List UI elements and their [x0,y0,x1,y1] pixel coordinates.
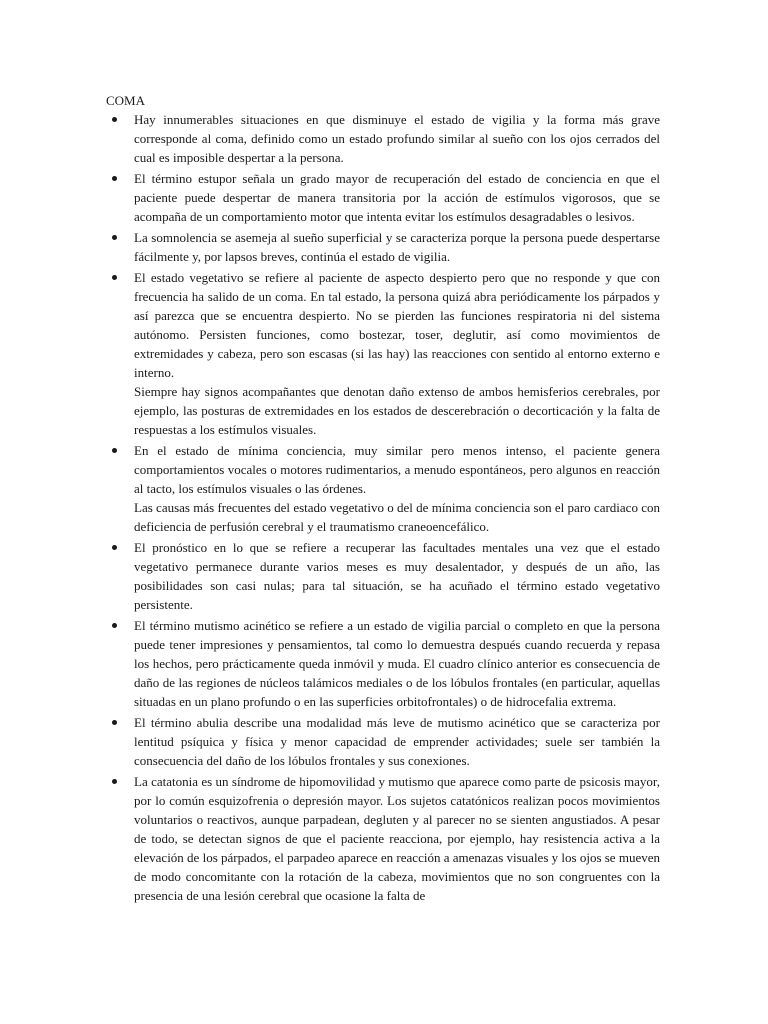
bullet-icon [112,779,117,784]
list-item-paragraph: La catatonia es un síndrome de hipomovilidad y mutismo que aparece como parte de psicosis mayor, por lo común esquizofrenia o depresión mayor. Los sujetos catatónicos realizan pocos movimientos voluntarios o reactivos, aunque parpadean, degluten y al parecer no se sienten angustiados. A pesar de todo, se detectan signos de que el paciente reacciona, por ejemplo, hay resistencia activa a la elevación de los párpados, el parpadeo aparece en reacción a amenazas visuales y los ojos se mueven de modo concomitante con la rotación de la cabeza, movimientos que no son congruentes con la presencia de una lesión cerebral que ocasione la falta de [134,774,660,903]
list-item-paragraph: El pronóstico en lo que se refiere a recuperar las facultades mentales una vez que el estado vegetativo permanece durante varios meses es muy desalentador, y después de un año, las posibilidades son casi nulas; para tal situación, se ha acuñado el término estado vegetativo persistente. [134,540,660,612]
list-item [106,538,660,614]
bullet-icon [112,720,117,725]
list-item [106,110,660,167]
document-page [106,91,660,907]
list-item-paragraph: El término mutismo acinético se refiere a un estado de vigilia parcial o completo en que la persona puede tener impresiones y pensamientos, tal como lo demuestra después cuando recuerda y repasa los hechos, pero prácticamente queda inmóvil y muda. El cuadro clínico anterior es consecuencia de daño de las regiones de núcleos talámicos mediales o de los lóbulos frontales (en particular, aquellas situadas en un plano profundo o en las superficies orbitofrontales) o de hidrocefalia extrema. [134,618,660,709]
list-item [106,169,660,226]
list-item-paragraph: Hay innumerables situaciones en que disminuye el estado de vigilia y la forma más grave corresponde al coma, definido como un estado profundo similar al sueño con los ojos cerrados del cual es imposible despertar a la persona. [134,112,660,165]
list-item [106,772,660,905]
document-heading: COMA [106,93,146,108]
list-item-paragraph: Las causas más frecuentes del estado vegetativo o del de mínima conciencia son el paro cardiaco con deficiencia de perfusión cerebral y el traumatismo craneoencefálico. [134,500,660,534]
bullet-list [106,110,660,905]
list-item-paragraph: Siempre hay signos acompañantes que denotan daño extenso de ambos hemisferios cerebrales, por ejemplo, las posturas de extremidades en los estados de descerebración o decorticación y la falta de respuestas a los estímulos visuales. [134,384,660,437]
list-item-paragraph: El término estupor señala un grado mayor de recuperación del estado de conciencia en que el paciente puede despertar de manera transitoria por la acción de estímulos vigorosos, que se acompaña de un comportamiento motor que intenta evitar los estímulos desagradables o lesivos. [134,171,660,224]
list-item-paragraph: El estado vegetativo se refiere al paciente de aspecto despierto pero que no responde y que con frecuencia ha salido de un coma. En tal estado, la persona quizá abra periódicamente los párpados y así parezca que se encuentra despierto. No se pierden las funciones respiratoria ni del sistema autónomo. Persisten funciones, como bostezar, toser, deglutir, así como movimientos de extremidades y cabeza, pero son escasas (si las hay) las reacciones con sentido al entorno externo e interno. [134,270,660,380]
list-item [106,713,660,770]
bullet-icon [112,545,117,550]
list-item [106,616,660,711]
list-item [106,268,660,439]
bullet-icon [112,448,117,453]
list-item-paragraph: La somnolencia se asemeja al sueño superficial y se caracteriza porque la persona puede despertarse fácilmente y, por lapsos breves, continúa el estado de vigilia. [134,230,660,264]
bullet-icon [112,176,117,181]
list-item [106,228,660,266]
bullet-icon [112,117,117,122]
list-item-paragraph: En el estado de mínima conciencia, muy similar pero menos intenso, el paciente genera comportamientos vocales o motores rudimentarios, a menudo espontáneos, pero algunos en reacción al tacto, los estímulos visuales o las órdenes. [134,443,660,496]
list-item [106,441,660,536]
bullet-icon [112,623,117,628]
list-item-paragraph: El término abulia describe una modalidad más leve de mutismo acinético que se caracteriza por lentitud psíquica y física y menor capacidad de emprender actividades; suele ser también la consecuencia del daño de los lóbulos frontales y sus conexiones. [134,715,660,768]
bullet-icon [112,235,117,240]
bullet-icon [112,275,117,280]
